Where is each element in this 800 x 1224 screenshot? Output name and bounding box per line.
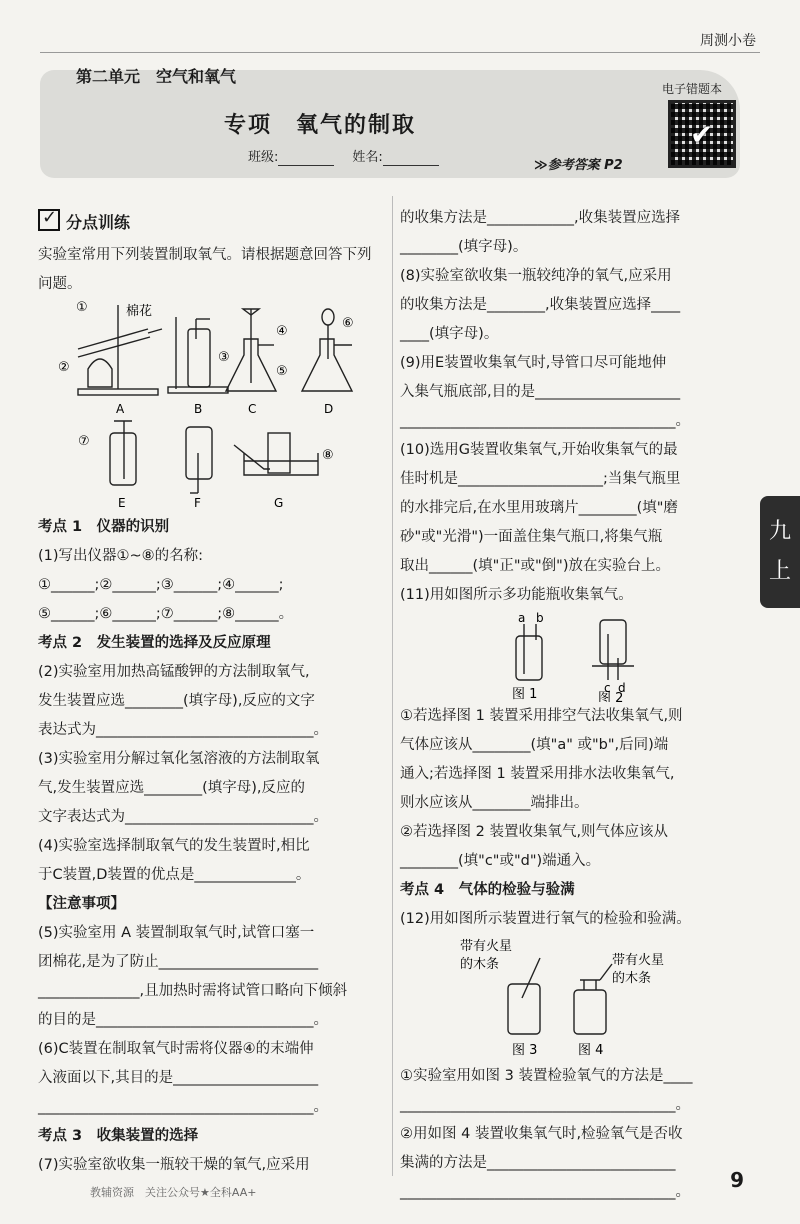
- label-8: ⑧: [322, 448, 334, 463]
- question-line: ______________________________________。: [400, 1184, 690, 1200]
- question-line: 取出______(填"正"或"倒")放在实验台上。: [400, 558, 670, 574]
- page-title: 专项 氧气的制取: [223, 113, 416, 138]
- question-line: 通入;若选择图 1 装置采用排水法收集氧气,: [400, 766, 675, 782]
- right-question-list-c: [400, 1062, 746, 1207]
- qr-check-icon: ✔: [690, 118, 714, 151]
- qr-label: 电子错题本: [662, 82, 723, 96]
- label-a: a: [518, 611, 526, 625]
- class-blank[interactable]: [278, 150, 334, 166]
- label-fig2: 图 2: [598, 691, 624, 702]
- question-line: 砂"或"光滑")一面盖住集气瓶口,将集气瓶: [400, 529, 663, 545]
- question-line: 表达式为______________________________。: [38, 722, 328, 738]
- question-line: 发生装置应选________(填字母),反应的文字: [38, 693, 315, 709]
- label-A: A: [116, 402, 125, 416]
- question-line: 于C装置,D装置的优点是______________。: [38, 867, 311, 883]
- question-line: 则水应该从________端排出。: [400, 795, 589, 811]
- multi-bottle-diagram: [400, 610, 746, 702]
- question-line: 的收集方法是________,收集装置应选择____: [400, 297, 681, 313]
- intro-text: 实验室常用下列装置制取氧气。请根据题意回答下列问题。: [38, 247, 372, 292]
- question-line: ______________________________________。: [400, 413, 690, 429]
- question-line: 气体应该从________(填"a" 或"b",后同)端: [400, 737, 669, 753]
- question-line: (3)实验室用分解过氧化氢溶液的方法制取氧: [38, 751, 320, 767]
- question-12: (12)用如图所示装置进行氧气的检验和验满。: [400, 911, 691, 927]
- question-line: (2)实验室用加热高锰酸钾的方法制取氧气,: [38, 664, 310, 680]
- question-line: (10)选用G装置收集氧气,开始收集氧气的最: [400, 442, 678, 458]
- label-c: c: [604, 681, 611, 695]
- label-5: ⑤: [276, 364, 288, 379]
- question-line: 入液面以下,其目的是____________________: [38, 1070, 319, 1086]
- apparatus-figure: [38, 299, 384, 513]
- question-line: ________(填"c"或"d")端通入。: [400, 853, 601, 869]
- right-question-list-a: [400, 204, 746, 610]
- top-rule: [40, 52, 760, 53]
- question-line: ______________,且加热时需将试管口略向下倾斜: [38, 983, 348, 999]
- label-fig3: 图 3: [512, 1043, 538, 1058]
- label-3: ③: [218, 350, 230, 365]
- class-label: 班级:: [248, 150, 279, 165]
- label-d: d: [618, 681, 626, 695]
- kaodian-4: 考点 4 气体的检验与验满: [400, 882, 575, 898]
- question-line: ____(填字母)。: [400, 326, 499, 342]
- label-2: ②: [58, 360, 70, 375]
- question-line: ________(填字母)。: [400, 239, 528, 255]
- label-C: C: [248, 402, 257, 416]
- question-line: 文字表达式为__________________________。: [38, 809, 328, 825]
- right-column: [400, 204, 746, 1207]
- label-b: b: [536, 611, 544, 625]
- answer-reference: ≫参考答案 P2: [534, 158, 623, 173]
- question-line: ⑤______;⑥______;⑦______;⑧______。: [38, 606, 294, 622]
- question-line: 【注意事项】: [38, 896, 125, 912]
- question-line: 集满的方法是__________________________: [400, 1155, 676, 1171]
- label-fig4: 图 4: [578, 1043, 604, 1058]
- question-line: ______________________________________。: [400, 1097, 690, 1113]
- question-line: 团棉花,是为了防止______________________: [38, 954, 319, 970]
- label-D: D: [324, 402, 334, 416]
- name-blank[interactable]: [383, 150, 439, 166]
- label-4: ④: [276, 324, 288, 339]
- column-divider: [392, 196, 393, 1176]
- label-F: F: [194, 496, 201, 510]
- question-line: (8)实验室欲收集一瓶较纯净的氧气,应采用: [400, 268, 672, 284]
- top-right-label: 周测小卷: [700, 33, 756, 49]
- question-line: 气,发生装置应选________(填字母),反应的: [38, 780, 306, 796]
- question-line: ①若选择图 1 装置采用排空气法收集氧气,则: [400, 708, 683, 724]
- left-column: [38, 208, 384, 1180]
- label-6: ⑥: [342, 316, 354, 331]
- multi-bottle-figure: [400, 610, 746, 702]
- student-info-row: [248, 146, 439, 166]
- question-line: (9)用E装置收集氧气时,导管口尽可能地伸: [400, 355, 667, 371]
- name-label: 姓名:: [352, 150, 383, 165]
- test-oxygen-diagram: [400, 934, 746, 1062]
- unit-title: 第二单元 空气和氧气: [76, 67, 237, 86]
- question-line: ______________________________________。: [38, 1099, 328, 1115]
- question-line: 考点 3 收集装置的选择: [38, 1128, 199, 1144]
- question-line: 佳时机是____________________;当集气瓶里: [400, 471, 681, 487]
- label-E: E: [118, 496, 126, 510]
- question-line: 入集气瓶底部,目的是____________________: [400, 384, 681, 400]
- footer-text: 教辅资源 关注公众号★全科AA+: [90, 1186, 257, 1199]
- label-1: ①: [76, 300, 88, 315]
- question-line: 的收集方法是____________,收集装置应选择: [400, 210, 681, 226]
- apparatus-diagram: [38, 299, 384, 513]
- label-spark-1: 带有火星: [460, 939, 513, 954]
- checkbox-icon: ✓: [38, 209, 60, 231]
- question-line: (6)C装置在制取氧气时需将仪器④的末端伸: [38, 1041, 314, 1057]
- question-line: (5)实验室用 A 装置制取氧气时,试管口塞一: [38, 925, 315, 941]
- test-oxygen-figure: [400, 934, 746, 1062]
- question-line: ①实验室用如图 3 装置检验氧气的方法是____: [400, 1068, 693, 1084]
- question-line: (4)实验室选择制取氧气的发生装置时,相比: [38, 838, 310, 854]
- question-line: (7)实验室欲收集一瓶较干燥的氧气,应采用: [38, 1157, 310, 1173]
- question-line: ②若选择图 2 装置收集氧气,则气体应该从: [400, 824, 669, 840]
- label-7: ⑦: [78, 434, 90, 449]
- grade-side-tab: 九上: [760, 496, 800, 608]
- label-stick-1: 的木条: [460, 957, 500, 972]
- page-number: 9: [730, 1168, 744, 1192]
- label-fig1: 图 1: [512, 687, 538, 702]
- question-line: 的目的是______________________________。: [38, 1012, 328, 1028]
- label-B: B: [194, 402, 203, 416]
- question-line: (1)写出仪器①~⑧的名称:: [38, 548, 204, 564]
- question-line: 考点 2 发生装置的选择及反应原理: [38, 635, 271, 651]
- label-spark-2: 带有火星: [612, 953, 665, 968]
- question-line: ②用如图 4 装置收集氧气时,检验氧气是否收: [400, 1126, 683, 1142]
- label-G: G: [274, 496, 284, 510]
- label-cotton: 棉花: [126, 304, 153, 319]
- question-line: 的水排完后,在水里用玻璃片________(填"磨: [400, 500, 678, 516]
- label-stick-2: 的木条: [612, 971, 652, 986]
- question-line: 考点 1 仪器的识别: [38, 519, 170, 535]
- right-question-list-b: [400, 702, 746, 876]
- question-line: (11)用如图所示多功能瓶收集氧气。: [400, 587, 633, 603]
- left-question-list: [38, 513, 384, 1180]
- section-title: 分点训练: [66, 213, 131, 232]
- section-heading: [38, 208, 384, 237]
- question-line: ①______;②______;③______;④______;: [38, 577, 284, 593]
